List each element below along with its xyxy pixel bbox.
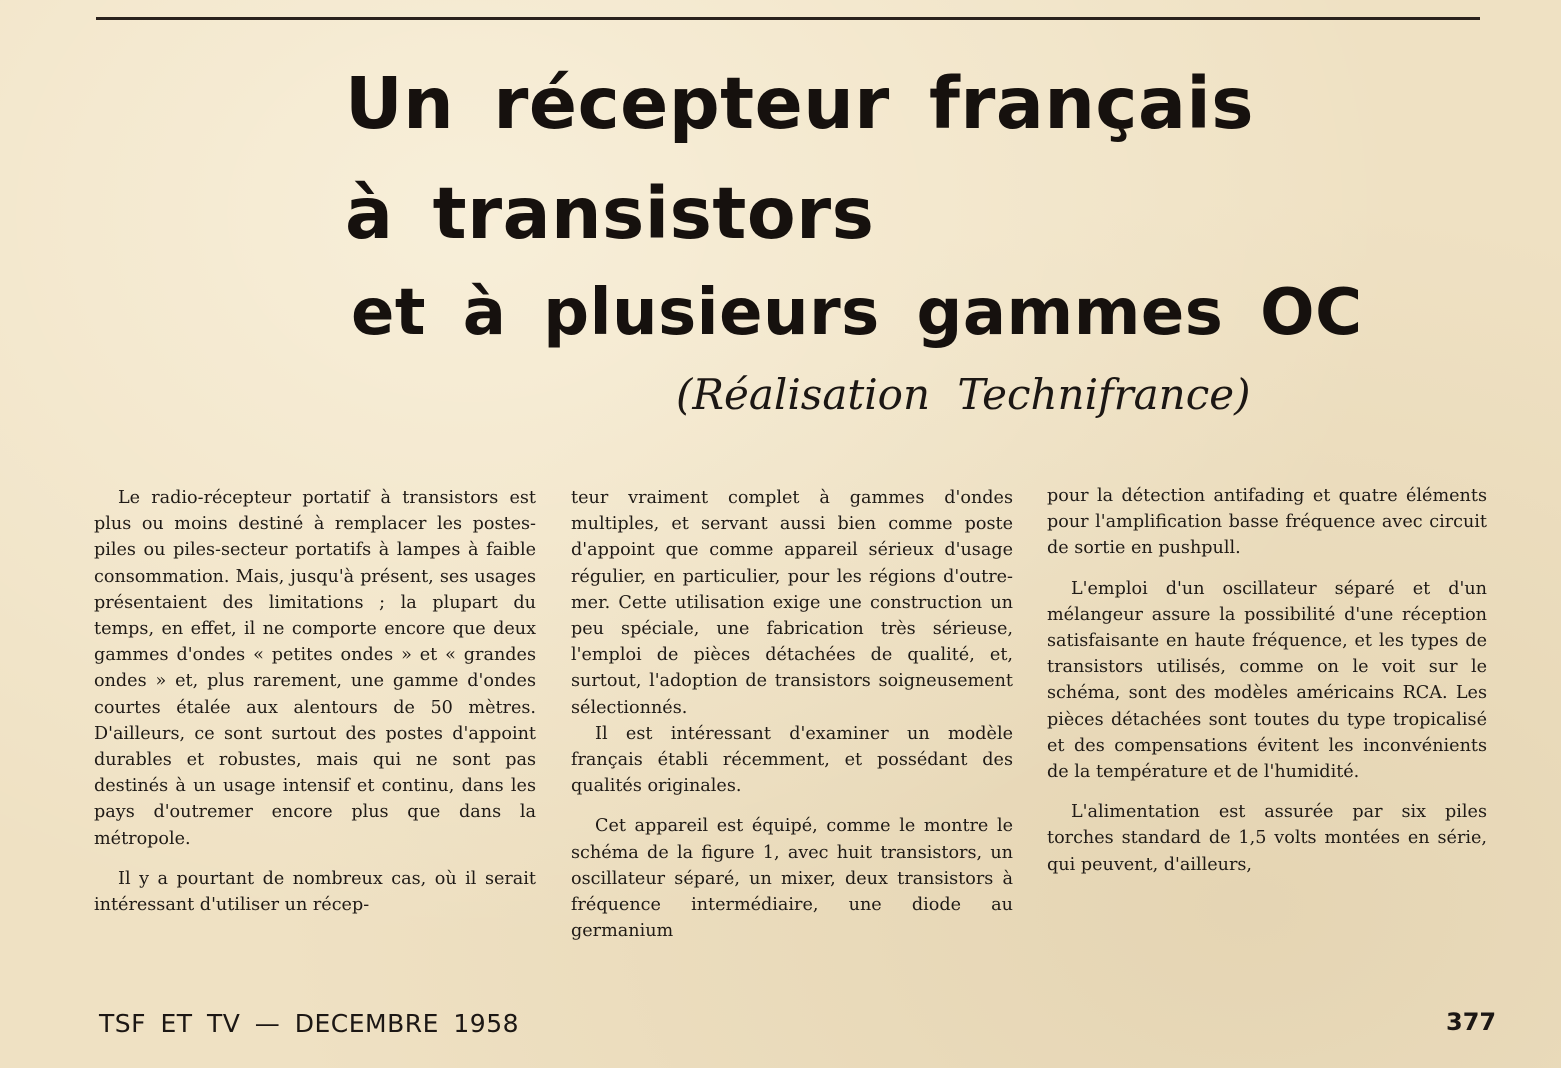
paragraph: L'alimentation est assurée par six piles torches standard de 1,5 volts montées en série, qui peuvent, d'ailleurs, <box>1047 802 1487 875</box>
article-title-line-3: et à plusieurs gammes OC <box>351 276 1363 350</box>
footer-page-number: 377 <box>1446 1008 1497 1036</box>
paragraph: pour la détection antifading et quatre éléments pour l'amplification basse fréquence avec circuit de sortie en pushpull. <box>1047 486 1487 559</box>
paragraph: Cet appareil est équipé, comme le montre le schéma de la figure 1, avec huit transistors, un oscillateur séparé, un mixer, deux transistors à fréquence intermédiaire, une diode au germanium <box>571 816 1013 942</box>
paragraph: Il est intéressant d'examiner un modèle français établi récemment, et possédant des qualités originales. <box>571 723 1013 797</box>
paragraph: Il y a pourtant de nombreux cas, où il serait intéressant d'utiliser un récep- <box>94 868 536 916</box>
text-column-1 <box>94 485 536 918</box>
paragraph: L'emploi d'un oscillateur séparé et d'un mélangeur assure la possibilité d'une réception satisfaisante en haute fréquence, et les types de transistors utilisés, comme on le voit sur le schéma, sont des modèles américains RCA. Les pièces détachées sont toutes du type tropicalisé et des compensations évitent les inconvénients de la température et de l'humidité. <box>1047 578 1487 783</box>
article-title-line-2: à transistors <box>345 172 875 255</box>
article-subtitle: (Réalisation Technifrance) <box>676 370 1251 419</box>
paragraph: teur vraiment complet à gammes d'ondes multiples, et servant aussi bien comme poste d'appoint que comme appareil sérieux d'usage régulier, en particulier, pour les régions d'outre-mer. Cette utilisation exige une construction un peu spéciale, une fabrication très sérieuse, l'emploi de pièces détachées de qualité, et, surtout, l'adoption de transistors soigneusement sélectionnés. <box>571 488 1013 718</box>
paragraph: Le radio-récepteur portatif à transistors est plus ou moins destiné à remplacer les postes-piles ou piles-secteur portatifs à lampes à faible consommation. Mais, jusqu'à présent, ses usages présentaient des limitations ; la plupart du temps, en effet, il ne comporte encore que deux gammes d'ondes « petites ondes » et « grandes ondes » et, plus rarement, une gamme d'ondes courtes étalée aux alentours de 50 mètres. D'ailleurs, ce sont surtout des postes d'appoint durables et robustes, mais qui ne sont pas destinés à un usage intensif et continu, dans les pays d'outremer encore plus que dans la métropole. <box>94 488 536 849</box>
text-column-2 <box>571 485 1013 944</box>
top-rule <box>96 17 1480 20</box>
text-column-3 <box>1047 483 1487 878</box>
footer-publication: TSF ET TV — DECEMBRE 1958 <box>99 1009 520 1038</box>
article-title-line-1: Un récepteur français <box>345 62 1254 145</box>
